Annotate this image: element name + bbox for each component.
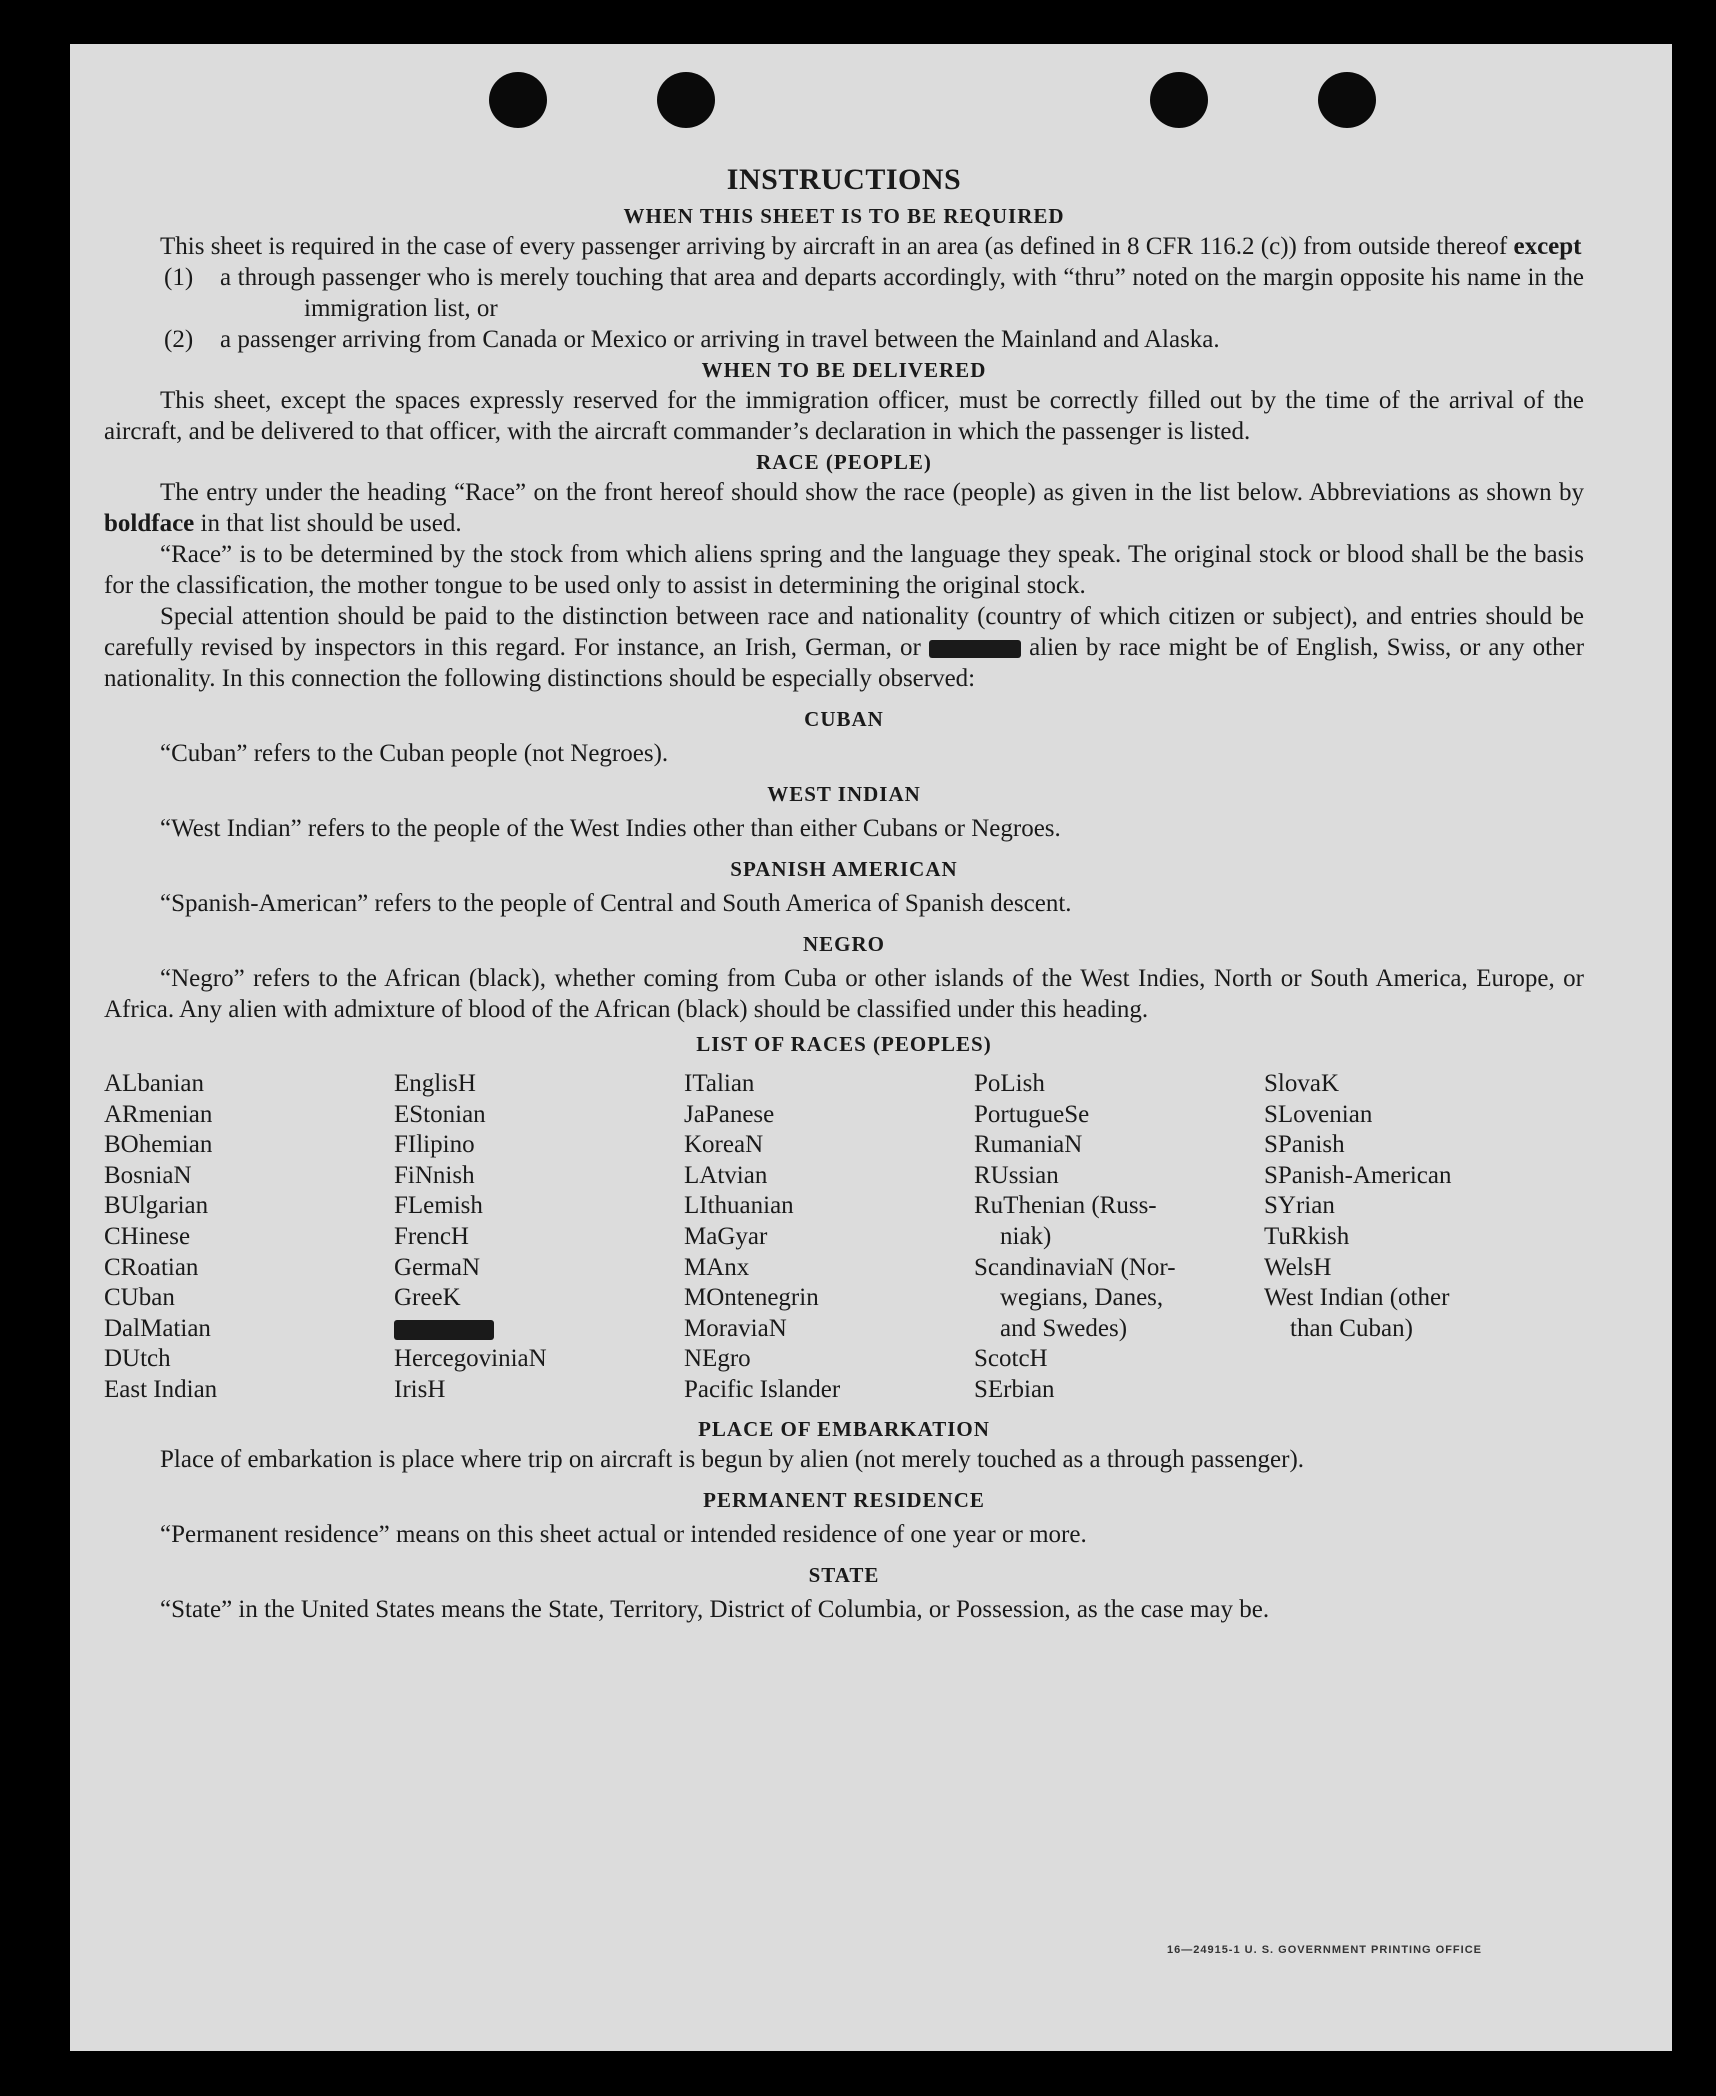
- race-entry: ALbanian: [104, 1070, 204, 1097]
- race-entry: CRoatian: [104, 1253, 199, 1281]
- punch-hole: [1150, 72, 1208, 128]
- race-entry: FIlipino: [394, 1131, 475, 1159]
- race-entry: MOntenegrin: [684, 1284, 819, 1312]
- race-entry: ARmenian: [104, 1100, 213, 1128]
- race-entry: FiNnish: [394, 1161, 475, 1189]
- race-entry: EnglisH: [394, 1070, 476, 1097]
- paragraph-west-indian: “West Indian” refers to the people of the West Indies other than either Cubans or Negroes.: [160, 815, 1061, 842]
- paragraph-race-2: “Race” is to be determined by the stock from which aliens spring and the language they speak. The original stock or blood shall be the basis for the classification, the mother tongue to be used only to assist in determining the original stock.: [104, 541, 1584, 599]
- race-entry: ITalian: [684, 1070, 755, 1097]
- heading-when-required: WHEN THIS SHEET IS TO BE REQUIRED: [623, 204, 1065, 228]
- race-entry: RumaniaN: [974, 1131, 1083, 1159]
- race-entry: BUlgarian: [104, 1192, 209, 1220]
- punch-hole: [657, 72, 715, 128]
- race-entry: DalMatian: [104, 1314, 211, 1342]
- race-column: [974, 1069, 1264, 1406]
- race-entry: RUssian: [974, 1161, 1059, 1189]
- race-entry: GreeK: [394, 1284, 461, 1312]
- race-entry: BOhemian: [104, 1131, 213, 1159]
- paragraph-residence: “Permanent residence” means on this sheet actual or intended residence of one year or more.: [160, 1520, 1087, 1548]
- race-column: [684, 1069, 974, 1406]
- document-sheet: [70, 44, 1672, 2051]
- race-column: [104, 1069, 394, 1406]
- race-entry: SErbian: [974, 1375, 1055, 1403]
- heading-race: RACE (PEOPLE): [756, 450, 932, 474]
- heading-embarkation: PLACE OF EMBARKATION: [698, 1416, 990, 1441]
- race-entry: ScotcH: [974, 1345, 1048, 1373]
- paragraph-embarkation: Place of embarkation is place where trip on aircraft is begun by alien (not merely touched as a through passenger).: [160, 1445, 1305, 1473]
- race-entry: RuThenian (Russ-: [974, 1192, 1157, 1220]
- race-entry: FLemish: [394, 1192, 483, 1220]
- list-item: (1) a through passenger who is merely touching that area and departs accordingly, with “thru” noted on the margin opposite his name in the immigration list, or: [164, 264, 1584, 322]
- paragraph-race-1: The entry under the heading “Race” on the front hereof should show the race (people) as given in the list below. Abbreviations as shown by boldface in that list should be used.: [104, 479, 1584, 537]
- heading-negro: NEGRO: [802, 932, 885, 956]
- race-entry: CHinese: [104, 1222, 191, 1250]
- race-column: [394, 1069, 684, 1406]
- paragraph-state: “State” in the United States means the State, Territory, District of Columbia, or Possession, as the case may be.: [160, 1595, 1270, 1623]
- race-entry: Pacific Islander: [684, 1375, 841, 1403]
- race-entry: ScandinaviaN (Nor-: [974, 1253, 1176, 1281]
- race-entry: niak): [1000, 1222, 1052, 1250]
- race-entry: PortugueSe: [974, 1100, 1090, 1128]
- race-entry: MAnx: [684, 1253, 750, 1281]
- race-entry: LIthuanian: [684, 1192, 794, 1220]
- race-entry: FrencH: [394, 1222, 469, 1250]
- race-entry: KoreaN: [684, 1131, 764, 1159]
- race-entry: West Indian (other: [1264, 1284, 1450, 1312]
- race-entry: MoraviaN: [684, 1314, 787, 1342]
- race-entry: NEgro: [684, 1345, 751, 1373]
- race-entry: SLovenian: [1264, 1100, 1373, 1128]
- document-title: INSTRUCTIONS: [726, 163, 962, 196]
- heading-list-of-races: LIST OF RACES (PEOPLES): [696, 1032, 992, 1056]
- race-entry: TuRkish: [1264, 1222, 1350, 1250]
- race-entry: MaGyar: [684, 1222, 768, 1250]
- paragraph-when-required: This sheet is required in the case of every passenger arriving by aircraft in an area (as defined in 8 CFR 116.2 (c)) from outside thereof except: [160, 233, 1582, 260]
- race-entry: DUtch: [104, 1345, 171, 1373]
- heading-residence: PERMANENT RESIDENCE: [703, 1487, 985, 1512]
- race-list: [104, 1069, 1584, 1406]
- race-entry: [394, 1314, 684, 1345]
- heading-cuban: CUBAN: [804, 707, 884, 731]
- race-entry: GermaN: [394, 1253, 481, 1281]
- paragraph-cuban: “Cuban” refers to the Cuban people (not Negroes).: [160, 740, 669, 767]
- race-entry: SPanish: [1264, 1131, 1345, 1159]
- printing-office-code: 16—24915-1 U. S. GOVERNMENT PRINTING OFFICE: [1166, 1944, 1482, 1956]
- race-entry: PoLish: [974, 1070, 1045, 1097]
- redaction-mark: [929, 640, 1021, 658]
- heading-spanish-american: SPANISH AMERICAN: [730, 857, 958, 881]
- race-entry: East Indian: [104, 1375, 218, 1403]
- race-entry: SlovaK: [1264, 1070, 1339, 1097]
- race-entry: HercegoviniaN: [394, 1345, 547, 1373]
- punch-hole: [1318, 72, 1376, 128]
- race-entry: BosniaN: [104, 1161, 192, 1189]
- race-entry: than Cuban): [1290, 1314, 1413, 1342]
- race-entry: SYrian: [1264, 1192, 1335, 1220]
- race-entry: CUban: [104, 1284, 175, 1312]
- redaction-mark: [394, 1320, 494, 1340]
- race-entry: JaPanese: [684, 1100, 775, 1128]
- paragraph-negro: “Negro” refers to the African (black), whether coming from Cuba or other islands of the West Indies, North or South America, Europe, or Africa. Any alien with admixture of blood of the African (black) should be classified under this heading.: [104, 965, 1584, 1023]
- race-entry: LAtvian: [684, 1161, 768, 1189]
- race-entry: SPanish-American: [1264, 1161, 1452, 1189]
- heading-when-delivered: WHEN TO BE DELIVERED: [701, 358, 987, 382]
- race-entry: IrisH: [394, 1375, 446, 1403]
- document-body: [104, 164, 1584, 1625]
- paragraph-race-3: Special attention should be paid to the distinction between race and nationality (country of which citizen or subject), and entries should be carefully revised by inspectors in this regard. For instance, an Irish, German, or alien by race might be of English, Swiss, or any other nationality. In this connection the following distinctions should be especially observed:: [104, 603, 1585, 692]
- race-entry: wegians, Danes,: [1000, 1284, 1164, 1312]
- punch-hole: [489, 72, 547, 128]
- race-entry: WelsH: [1264, 1253, 1332, 1281]
- paragraph-when-delivered: This sheet, except the spaces expressly reserved for the immigration officer, must be correctly filled out by the time of the arrival of the aircraft, and be delivered to that officer, with the aircraft commander’s declaration in which the passenger is listed.: [104, 387, 1584, 445]
- heading-state: STATE: [808, 1562, 880, 1587]
- list-item: (2) a passenger arriving from Canada or Mexico or arriving in travel between the Mainland and Alaska.: [164, 326, 1220, 353]
- race-column: [1264, 1069, 1554, 1406]
- race-entry: and Swedes): [1000, 1314, 1128, 1342]
- race-entry: EStonian: [394, 1100, 486, 1128]
- paragraph-spanish-american: “Spanish-American” refers to the people of Central and South America of Spanish descent.: [160, 890, 1072, 917]
- heading-west-indian: WEST INDIAN: [767, 782, 921, 806]
